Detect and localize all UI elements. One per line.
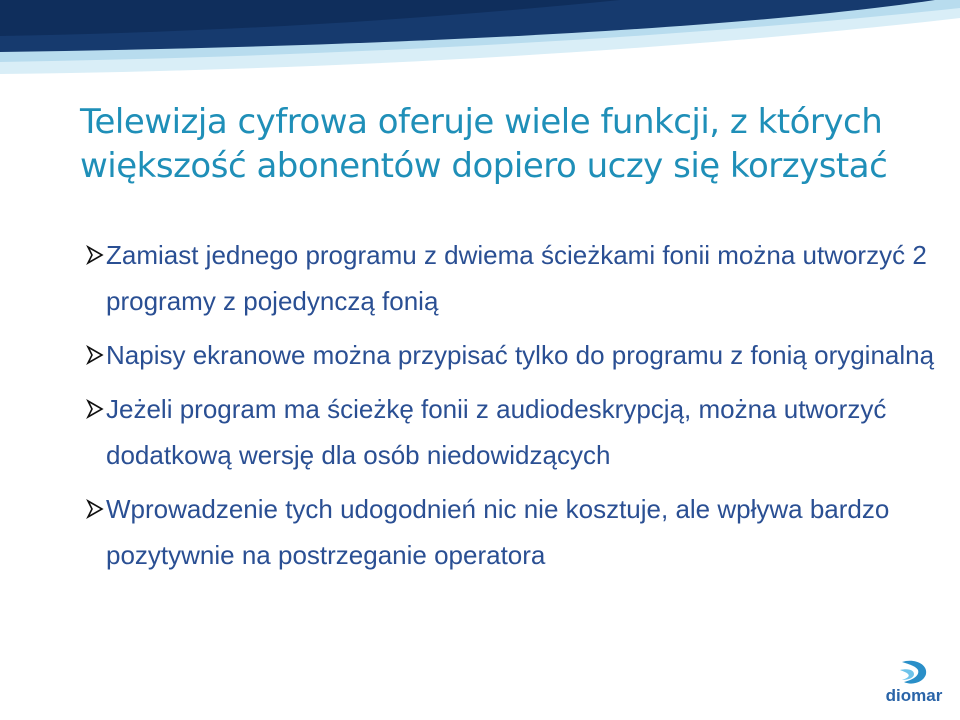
- bullet-item: [86, 486, 956, 578]
- diomar-logo-text: diomar: [885, 686, 943, 705]
- diomar-logo: [884, 658, 944, 714]
- bullet-text: Napisy ekranowe można przypisać tylko do programu z fonią oryginalną: [106, 340, 935, 370]
- arrowhead-bullet-icon: [86, 345, 104, 365]
- diomar-logo-icon: [898, 658, 930, 686]
- header-swoosh: [0, 0, 960, 80]
- arrowhead-bullet-icon: [86, 499, 104, 519]
- bullet-text: Wprowadzenie tych udogodnień nic nie kosztuje, ale wpływa bardzo pozytywnie na postrzeganie operatora: [106, 494, 890, 570]
- slide-title: Telewizja cyfrowa oferuje wiele funkcji, z których większość abonentów dopiero uczy się korzystać: [80, 102, 888, 186]
- bullet-list: [86, 232, 956, 586]
- bullet-text: Jeżeli program ma ścieżkę fonii z audiodeskrypcją, można utworzyć dodatkową wersję dla osób niedowidzących: [106, 394, 887, 470]
- bullet-item: [86, 232, 956, 324]
- bullet-item: [86, 386, 956, 478]
- bullet-text: Zamiast jednego programu z dwiema ścieżkami fonii można utworzyć 2 programy z pojedynczą fonią: [106, 240, 927, 316]
- arrowhead-bullet-icon: [86, 399, 104, 419]
- arrowhead-bullet-icon: [86, 245, 104, 265]
- bullet-item: [86, 332, 956, 378]
